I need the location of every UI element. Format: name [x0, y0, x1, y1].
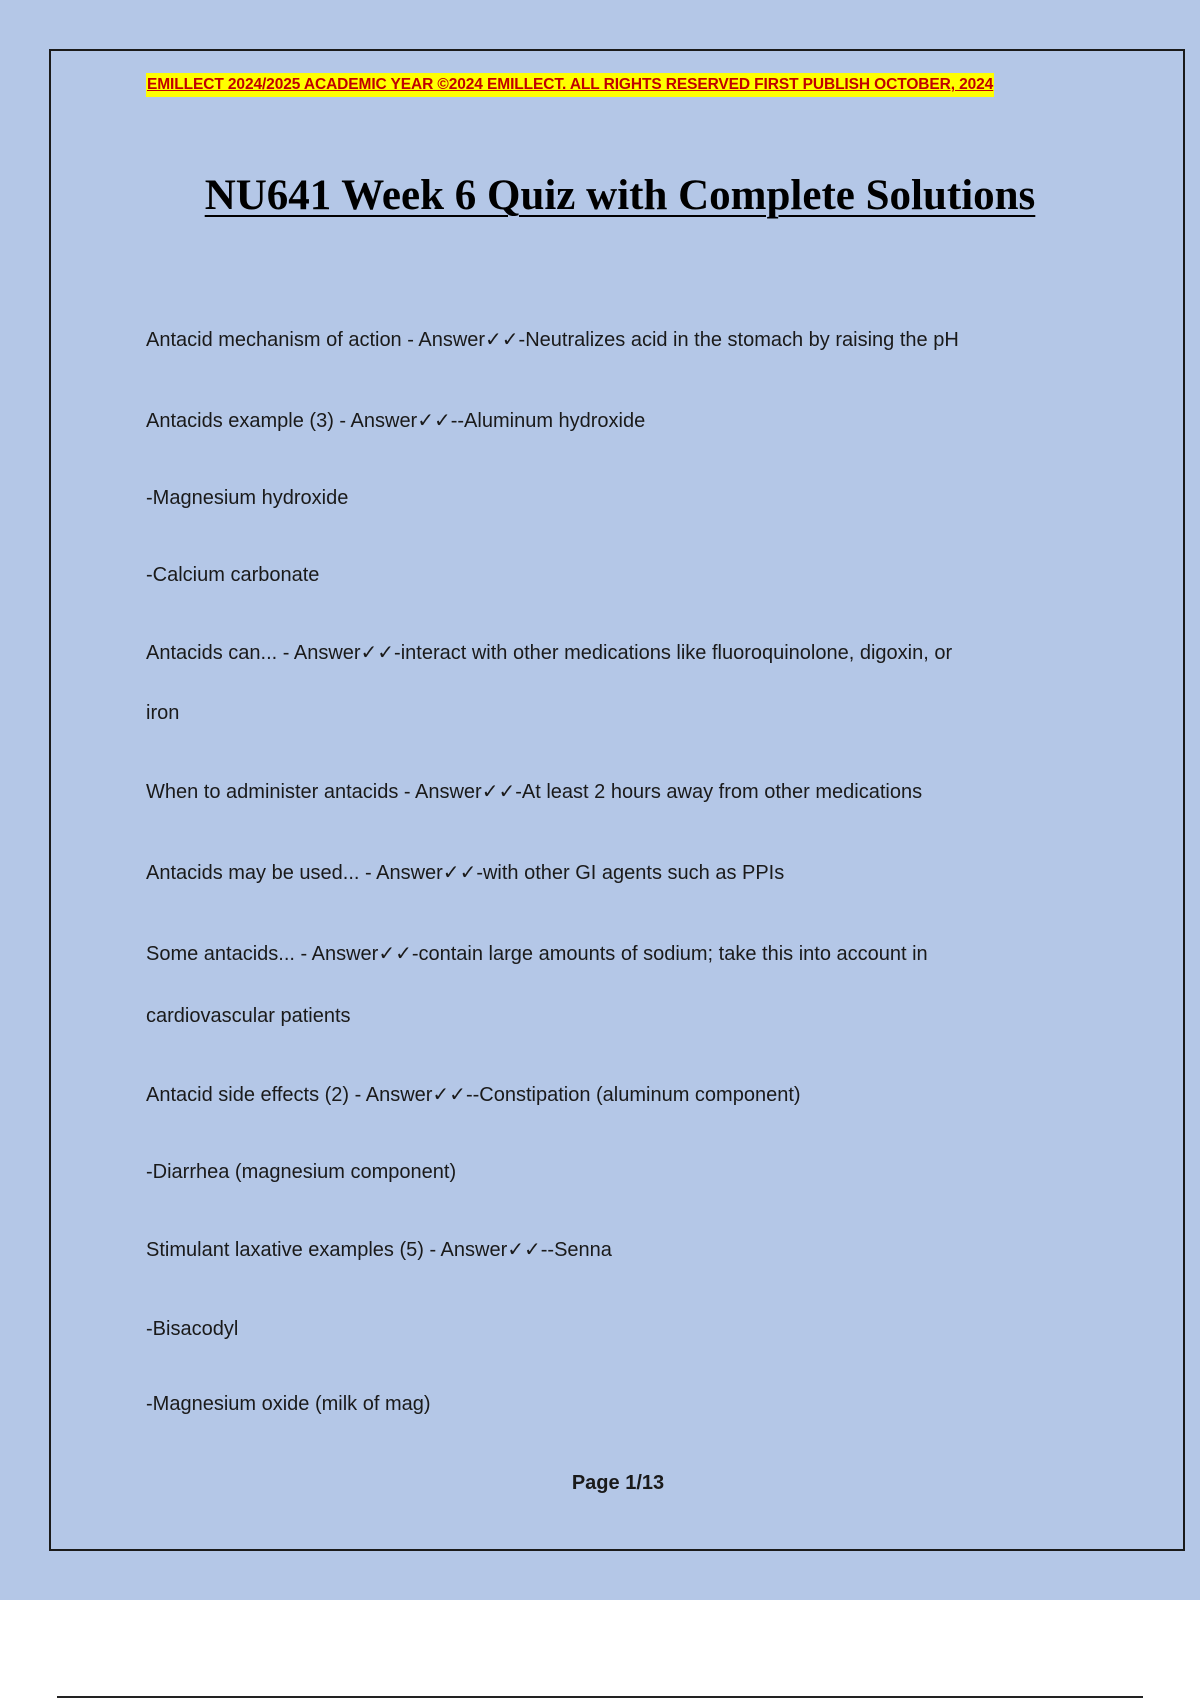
- qa-line: Antacids can... - Answer✓✓-interact with other medications like fluoroquinolone, digoxin, or: [146, 642, 953, 664]
- bottom-divider: [57, 1696, 1143, 1698]
- qa-line: Some antacids... - Answer✓✓-contain large amounts of sodium; take this into account in: [146, 943, 928, 965]
- qa-line: When to administer antacids - Answer✓✓-At least 2 hours away from other medications: [146, 781, 923, 803]
- qa-line: -Diarrhea (magnesium component): [146, 1161, 457, 1183]
- qa-line: iron: [146, 702, 180, 724]
- qa-line: -Calcium carbonate: [146, 564, 320, 586]
- qa-line: Antacids may be used... - Answer✓✓-with other GI agents such as PPIs: [146, 862, 785, 884]
- qa-line: Antacid side effects (2) - Answer✓✓--Constipation (aluminum component): [146, 1084, 801, 1106]
- qa-line: -Bisacodyl: [146, 1318, 239, 1340]
- page-number: Page 1/13: [571, 1472, 665, 1494]
- qa-line: -Magnesium hydroxide: [146, 487, 349, 509]
- document-title: NU641 Week 6 Quiz with Complete Solutions: [204, 172, 1036, 219]
- qa-line: cardiovascular patients: [146, 1005, 351, 1027]
- qa-line: Antacids example (3) - Answer✓✓--Aluminum hydroxide: [146, 410, 646, 432]
- qa-line: Stimulant laxative examples (5) - Answer✓✓--Senna: [146, 1239, 612, 1261]
- copyright-banner: EMILLECT 2024/2025 ACADEMIC YEAR ©2024 EMILLECT. ALL RIGHTS RESERVED FIRST PUBLISH OCTOBER, 2024: [146, 73, 994, 97]
- qa-line: -Magnesium oxide (milk of mag): [146, 1393, 431, 1415]
- qa-line: Antacid mechanism of action - Answer✓✓-Neutralizes acid in the stomach by raising the pH: [146, 329, 959, 351]
